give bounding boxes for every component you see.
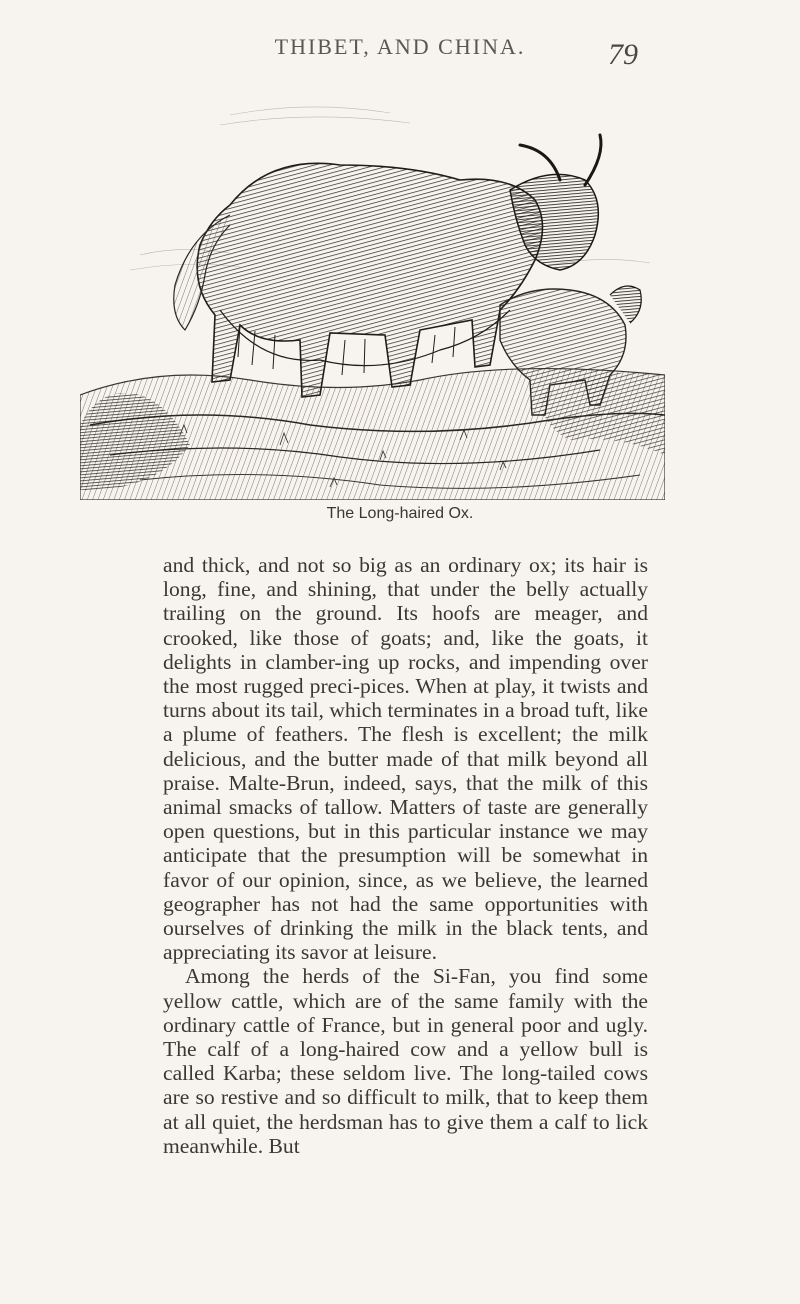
- page-number: 79: [608, 38, 638, 71]
- figure-caption: The Long-haired Ox.: [326, 505, 474, 522]
- long-haired-ox-engraving: [80, 95, 665, 500]
- paragraph: and thick, and not so big as an ordinary ox; its hair is long, fine, and shining, that under the belly actually trailing on the ground. Its hoofs are meager, and crooked, like those of goats; and, like the goats, it delights in clamber-ing up rocks, and impending over the most rugged preci-pices. When at play, it twists and turns about its tail, which terminates in a broad tuft, like a plume of feathers. The flesh is excellent; the milk delicious, and the butter made of that milk beyond all praise. Malte-Brun, indeed, says, that the milk of this animal smacks of tallow. Matters of taste are generally open questions, but in this particular instance we may anticipate that the presumption will be somewhat in favor of our opinion, since, as we believe, the learned geographer has not had the same opportunities with ourselves of drinking the milk in the black tents, and appreciating its savor at leisure.: [163, 553, 648, 965]
- paragraph: Among the herds of the Si-Fan, you find some yellow cattle, which are of the same family with the ordinary cattle of France, but in general poor and ugly. The calf of a long-haired cow and a yellow bull is called Karba; these seldom live. The long-tailed cows are so restive and so difficult to milk, that to keep them at all quiet, the herdsman has to give them a calf to lick meanwhile. But: [163, 964, 648, 1158]
- ox-body: [197, 163, 542, 397]
- body-text: [163, 553, 648, 1158]
- running-head: THIBET, AND CHINA.: [274, 34, 526, 59]
